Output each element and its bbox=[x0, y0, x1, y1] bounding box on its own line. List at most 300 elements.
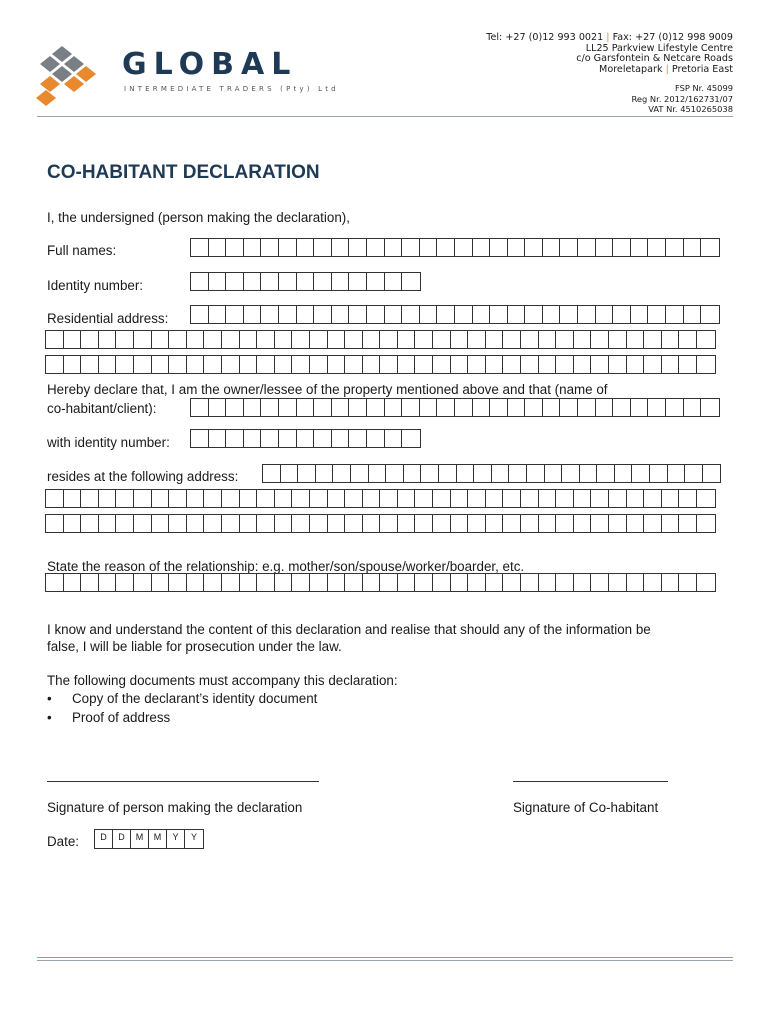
character-box[interactable] bbox=[539, 331, 557, 348]
character-box[interactable] bbox=[81, 574, 99, 591]
character-box[interactable] bbox=[209, 306, 227, 323]
character-box[interactable] bbox=[591, 515, 609, 532]
character-box[interactable] bbox=[380, 574, 398, 591]
character-box[interactable] bbox=[398, 574, 416, 591]
character-box[interactable] bbox=[701, 399, 719, 416]
character-box[interactable] bbox=[404, 465, 422, 482]
character-box[interactable] bbox=[562, 465, 580, 482]
character-box[interactable] bbox=[261, 239, 279, 256]
character-box[interactable] bbox=[580, 465, 598, 482]
character-box[interactable] bbox=[539, 490, 557, 507]
character-box[interactable] bbox=[363, 356, 381, 373]
character-box[interactable] bbox=[204, 574, 222, 591]
character-box[interactable] bbox=[385, 306, 403, 323]
character-box[interactable] bbox=[240, 490, 258, 507]
date-cell[interactable]: M bbox=[131, 830, 149, 848]
character-box[interactable] bbox=[468, 356, 486, 373]
character-box[interactable] bbox=[345, 331, 363, 348]
character-box[interactable] bbox=[275, 356, 293, 373]
character-box[interactable] bbox=[609, 356, 627, 373]
character-box[interactable] bbox=[222, 574, 240, 591]
character-box[interactable] bbox=[314, 430, 332, 447]
character-box[interactable] bbox=[316, 465, 334, 482]
character-box[interactable] bbox=[644, 490, 662, 507]
character-box[interactable] bbox=[679, 356, 697, 373]
character-box[interactable] bbox=[64, 515, 82, 532]
character-box[interactable] bbox=[152, 356, 170, 373]
character-box[interactable] bbox=[648, 306, 666, 323]
character-box[interactable] bbox=[415, 331, 433, 348]
character-box[interactable] bbox=[345, 515, 363, 532]
character-box[interactable] bbox=[99, 515, 117, 532]
character-box[interactable] bbox=[191, 273, 209, 290]
character-box[interactable] bbox=[349, 306, 367, 323]
character-box[interactable] bbox=[369, 465, 387, 482]
character-box[interactable] bbox=[351, 465, 369, 482]
character-box[interactable] bbox=[662, 331, 680, 348]
character-box[interactable] bbox=[244, 399, 262, 416]
character-box[interactable] bbox=[648, 399, 666, 416]
character-box[interactable] bbox=[697, 331, 715, 348]
character-box[interactable] bbox=[613, 399, 631, 416]
character-box[interactable] bbox=[240, 515, 258, 532]
date-field[interactable] bbox=[94, 829, 204, 849]
character-box[interactable] bbox=[627, 515, 645, 532]
character-box[interactable] bbox=[363, 490, 381, 507]
character-box[interactable] bbox=[279, 273, 297, 290]
character-box[interactable] bbox=[380, 490, 398, 507]
character-box[interactable] bbox=[486, 490, 504, 507]
character-box[interactable] bbox=[433, 574, 451, 591]
character-box[interactable] bbox=[226, 306, 244, 323]
character-box[interactable] bbox=[679, 574, 697, 591]
character-box[interactable] bbox=[503, 574, 521, 591]
character-box[interactable] bbox=[574, 515, 592, 532]
character-box[interactable] bbox=[684, 306, 702, 323]
character-box[interactable] bbox=[556, 490, 574, 507]
character-box[interactable] bbox=[257, 490, 275, 507]
character-box[interactable] bbox=[310, 490, 328, 507]
character-box[interactable] bbox=[332, 399, 350, 416]
character-box[interactable] bbox=[591, 490, 609, 507]
character-box[interactable] bbox=[697, 356, 715, 373]
character-box[interactable] bbox=[415, 515, 433, 532]
character-box[interactable] bbox=[521, 574, 539, 591]
character-box[interactable] bbox=[257, 356, 275, 373]
character-box[interactable] bbox=[468, 490, 486, 507]
character-box[interactable] bbox=[279, 430, 297, 447]
character-box[interactable] bbox=[508, 399, 526, 416]
character-box[interactable] bbox=[385, 273, 403, 290]
cohabitant-name-field[interactable] bbox=[190, 398, 720, 417]
character-box[interactable] bbox=[433, 356, 451, 373]
character-box[interactable] bbox=[451, 331, 469, 348]
character-box[interactable] bbox=[328, 574, 346, 591]
character-box[interactable] bbox=[261, 273, 279, 290]
character-box[interactable] bbox=[420, 239, 438, 256]
character-box[interactable] bbox=[398, 356, 416, 373]
character-box[interactable] bbox=[116, 490, 134, 507]
character-box[interactable] bbox=[244, 273, 262, 290]
character-box[interactable] bbox=[574, 490, 592, 507]
character-box[interactable] bbox=[666, 399, 684, 416]
cohabitant-signature-line[interactable] bbox=[513, 781, 668, 782]
character-box[interactable] bbox=[437, 306, 455, 323]
character-box[interactable] bbox=[81, 356, 99, 373]
character-box[interactable] bbox=[99, 356, 117, 373]
character-box[interactable] bbox=[644, 356, 662, 373]
character-box[interactable] bbox=[455, 239, 473, 256]
character-box[interactable] bbox=[116, 515, 134, 532]
character-box[interactable] bbox=[191, 306, 209, 323]
character-box[interactable] bbox=[204, 515, 222, 532]
character-box[interactable] bbox=[701, 239, 719, 256]
residential-address-field-3[interactable] bbox=[45, 355, 716, 374]
character-box[interactable] bbox=[521, 356, 539, 373]
character-box[interactable] bbox=[222, 490, 240, 507]
character-box[interactable] bbox=[451, 356, 469, 373]
character-box[interactable] bbox=[349, 399, 367, 416]
character-box[interactable] bbox=[279, 399, 297, 416]
character-box[interactable] bbox=[402, 306, 420, 323]
character-box[interactable] bbox=[627, 331, 645, 348]
character-box[interactable] bbox=[363, 331, 381, 348]
character-box[interactable] bbox=[367, 273, 385, 290]
character-box[interactable] bbox=[596, 239, 614, 256]
cohabitant-address-field-1[interactable] bbox=[262, 464, 721, 483]
character-box[interactable] bbox=[279, 306, 297, 323]
character-box[interactable] bbox=[473, 399, 491, 416]
character-box[interactable] bbox=[578, 306, 596, 323]
character-box[interactable] bbox=[539, 574, 557, 591]
character-box[interactable] bbox=[240, 331, 258, 348]
full-names-field[interactable] bbox=[190, 238, 720, 257]
character-box[interactable] bbox=[492, 465, 510, 482]
character-box[interactable] bbox=[292, 515, 310, 532]
character-box[interactable] bbox=[421, 465, 439, 482]
cohabitant-id-field[interactable] bbox=[190, 429, 421, 448]
character-box[interactable] bbox=[99, 490, 117, 507]
character-box[interactable] bbox=[631, 306, 649, 323]
character-box[interactable] bbox=[134, 490, 152, 507]
character-box[interactable] bbox=[556, 515, 574, 532]
character-box[interactable] bbox=[240, 356, 258, 373]
character-box[interactable] bbox=[257, 331, 275, 348]
character-box[interactable] bbox=[46, 356, 64, 373]
character-box[interactable] bbox=[631, 239, 649, 256]
character-box[interactable] bbox=[349, 273, 367, 290]
character-box[interactable] bbox=[292, 331, 310, 348]
character-box[interactable] bbox=[310, 356, 328, 373]
character-box[interactable] bbox=[152, 574, 170, 591]
character-box[interactable] bbox=[668, 465, 686, 482]
character-box[interactable] bbox=[473, 239, 491, 256]
character-box[interactable] bbox=[333, 465, 351, 482]
character-box[interactable] bbox=[46, 515, 64, 532]
character-box[interactable] bbox=[613, 239, 631, 256]
character-box[interactable] bbox=[527, 465, 545, 482]
character-box[interactable] bbox=[281, 465, 299, 482]
character-box[interactable] bbox=[204, 331, 222, 348]
character-box[interactable] bbox=[451, 574, 469, 591]
character-box[interactable] bbox=[697, 490, 715, 507]
residential-address-field-1[interactable] bbox=[190, 305, 720, 324]
character-box[interactable] bbox=[679, 331, 697, 348]
character-box[interactable] bbox=[662, 490, 680, 507]
character-box[interactable] bbox=[486, 331, 504, 348]
relationship-field[interactable] bbox=[45, 573, 716, 592]
character-box[interactable] bbox=[64, 490, 82, 507]
character-box[interactable] bbox=[503, 490, 521, 507]
character-box[interactable] bbox=[521, 490, 539, 507]
character-box[interactable] bbox=[578, 239, 596, 256]
character-box[interactable] bbox=[367, 306, 385, 323]
character-box[interactable] bbox=[116, 574, 134, 591]
character-box[interactable] bbox=[292, 574, 310, 591]
character-box[interactable] bbox=[328, 515, 346, 532]
character-box[interactable] bbox=[187, 331, 205, 348]
character-box[interactable] bbox=[632, 465, 650, 482]
date-cell[interactable]: D bbox=[113, 830, 131, 848]
character-box[interactable] bbox=[261, 306, 279, 323]
character-box[interactable] bbox=[697, 515, 715, 532]
character-box[interactable] bbox=[332, 306, 350, 323]
character-box[interactable] bbox=[560, 399, 578, 416]
character-box[interactable] bbox=[591, 574, 609, 591]
character-box[interactable] bbox=[503, 331, 521, 348]
character-box[interactable] bbox=[596, 399, 614, 416]
identity-number-field[interactable] bbox=[190, 272, 421, 291]
character-box[interactable] bbox=[627, 574, 645, 591]
character-box[interactable] bbox=[574, 574, 592, 591]
character-box[interactable] bbox=[134, 331, 152, 348]
character-box[interactable] bbox=[257, 574, 275, 591]
character-box[interactable] bbox=[666, 239, 684, 256]
character-box[interactable] bbox=[468, 515, 486, 532]
character-box[interactable] bbox=[543, 399, 561, 416]
date-cell[interactable]: Y bbox=[167, 830, 185, 848]
character-box[interactable] bbox=[209, 430, 227, 447]
character-box[interactable] bbox=[81, 490, 99, 507]
character-box[interactable] bbox=[298, 465, 316, 482]
character-box[interactable] bbox=[627, 490, 645, 507]
character-box[interactable] bbox=[398, 515, 416, 532]
character-box[interactable] bbox=[415, 574, 433, 591]
character-box[interactable] bbox=[244, 430, 262, 447]
character-box[interactable] bbox=[684, 239, 702, 256]
character-box[interactable] bbox=[257, 515, 275, 532]
date-cell[interactable]: D bbox=[95, 830, 113, 848]
character-box[interactable] bbox=[99, 574, 117, 591]
character-box[interactable] bbox=[398, 490, 416, 507]
character-box[interactable] bbox=[697, 574, 715, 591]
character-box[interactable] bbox=[615, 465, 633, 482]
character-box[interactable] bbox=[420, 306, 438, 323]
character-box[interactable] bbox=[539, 515, 557, 532]
character-box[interactable] bbox=[134, 515, 152, 532]
character-box[interactable] bbox=[574, 331, 592, 348]
character-box[interactable] bbox=[116, 331, 134, 348]
character-box[interactable] bbox=[226, 430, 244, 447]
character-box[interactable] bbox=[490, 306, 508, 323]
character-box[interactable] bbox=[314, 273, 332, 290]
character-box[interactable] bbox=[503, 356, 521, 373]
character-box[interactable] bbox=[433, 490, 451, 507]
character-box[interactable] bbox=[363, 515, 381, 532]
character-box[interactable] bbox=[596, 306, 614, 323]
character-box[interactable] bbox=[349, 430, 367, 447]
character-box[interactable] bbox=[679, 490, 697, 507]
character-box[interactable] bbox=[468, 331, 486, 348]
character-box[interactable] bbox=[226, 399, 244, 416]
character-box[interactable] bbox=[244, 306, 262, 323]
character-box[interactable] bbox=[310, 331, 328, 348]
character-box[interactable] bbox=[648, 239, 666, 256]
character-box[interactable] bbox=[261, 430, 279, 447]
character-box[interactable] bbox=[455, 306, 473, 323]
character-box[interactable] bbox=[380, 356, 398, 373]
character-box[interactable] bbox=[64, 331, 82, 348]
declarant-signature-line[interactable] bbox=[47, 781, 319, 782]
character-box[interactable] bbox=[345, 490, 363, 507]
character-box[interactable] bbox=[539, 356, 557, 373]
character-box[interactable] bbox=[545, 465, 563, 482]
character-box[interactable] bbox=[609, 331, 627, 348]
character-box[interactable] bbox=[644, 331, 662, 348]
character-box[interactable] bbox=[46, 331, 64, 348]
character-box[interactable] bbox=[433, 331, 451, 348]
character-box[interactable] bbox=[574, 356, 592, 373]
character-box[interactable] bbox=[314, 306, 332, 323]
character-box[interactable] bbox=[332, 430, 350, 447]
character-box[interactable] bbox=[310, 574, 328, 591]
character-box[interactable] bbox=[275, 331, 293, 348]
character-box[interactable] bbox=[521, 515, 539, 532]
character-box[interactable] bbox=[169, 331, 187, 348]
character-box[interactable] bbox=[439, 465, 457, 482]
character-box[interactable] bbox=[279, 239, 297, 256]
character-box[interactable] bbox=[415, 490, 433, 507]
character-box[interactable] bbox=[650, 465, 668, 482]
character-box[interactable] bbox=[209, 399, 227, 416]
character-box[interactable] bbox=[402, 273, 420, 290]
character-box[interactable] bbox=[367, 239, 385, 256]
character-box[interactable] bbox=[209, 273, 227, 290]
character-box[interactable] bbox=[314, 399, 332, 416]
character-box[interactable] bbox=[402, 239, 420, 256]
character-box[interactable] bbox=[297, 306, 315, 323]
character-box[interactable] bbox=[152, 515, 170, 532]
character-box[interactable] bbox=[437, 239, 455, 256]
character-box[interactable] bbox=[627, 356, 645, 373]
character-box[interactable] bbox=[297, 399, 315, 416]
date-cell[interactable]: Y bbox=[190, 832, 197, 842]
character-box[interactable] bbox=[490, 399, 508, 416]
character-box[interactable] bbox=[451, 515, 469, 532]
character-box[interactable] bbox=[99, 331, 117, 348]
residential-address-field-2[interactable] bbox=[45, 330, 716, 349]
character-box[interactable] bbox=[328, 490, 346, 507]
character-box[interactable] bbox=[169, 574, 187, 591]
character-box[interactable] bbox=[644, 574, 662, 591]
character-box[interactable] bbox=[332, 239, 350, 256]
character-box[interactable] bbox=[187, 574, 205, 591]
character-box[interactable] bbox=[591, 331, 609, 348]
character-box[interactable] bbox=[222, 515, 240, 532]
character-box[interactable] bbox=[380, 331, 398, 348]
character-box[interactable] bbox=[169, 490, 187, 507]
character-box[interactable] bbox=[473, 306, 491, 323]
character-box[interactable] bbox=[662, 356, 680, 373]
character-box[interactable] bbox=[363, 574, 381, 591]
character-box[interactable] bbox=[609, 515, 627, 532]
character-box[interactable] bbox=[508, 239, 526, 256]
character-box[interactable] bbox=[556, 574, 574, 591]
cohabitant-address-field-3[interactable] bbox=[45, 514, 716, 533]
character-box[interactable] bbox=[244, 239, 262, 256]
character-box[interactable] bbox=[134, 356, 152, 373]
character-box[interactable] bbox=[437, 399, 455, 416]
date-cell[interactable]: M bbox=[149, 830, 167, 848]
character-box[interactable] bbox=[191, 399, 209, 416]
character-box[interactable] bbox=[380, 515, 398, 532]
character-box[interactable] bbox=[703, 465, 721, 482]
character-box[interactable] bbox=[222, 331, 240, 348]
character-box[interactable] bbox=[415, 356, 433, 373]
character-box[interactable] bbox=[345, 356, 363, 373]
character-box[interactable] bbox=[204, 356, 222, 373]
character-box[interactable] bbox=[226, 239, 244, 256]
character-box[interactable] bbox=[367, 399, 385, 416]
character-box[interactable] bbox=[451, 490, 469, 507]
character-box[interactable] bbox=[679, 515, 697, 532]
character-box[interactable] bbox=[509, 465, 527, 482]
character-box[interactable] bbox=[297, 430, 315, 447]
character-box[interactable] bbox=[385, 239, 403, 256]
character-box[interactable] bbox=[490, 239, 508, 256]
character-box[interactable] bbox=[204, 490, 222, 507]
character-box[interactable] bbox=[152, 490, 170, 507]
character-box[interactable] bbox=[666, 306, 684, 323]
character-box[interactable] bbox=[578, 399, 596, 416]
character-box[interactable] bbox=[169, 356, 187, 373]
character-box[interactable] bbox=[662, 574, 680, 591]
character-box[interactable] bbox=[560, 239, 578, 256]
character-box[interactable] bbox=[597, 465, 615, 482]
character-box[interactable] bbox=[116, 356, 134, 373]
character-box[interactable] bbox=[275, 515, 293, 532]
character-box[interactable] bbox=[591, 356, 609, 373]
character-box[interactable] bbox=[345, 574, 363, 591]
character-box[interactable] bbox=[226, 273, 244, 290]
character-box[interactable] bbox=[556, 356, 574, 373]
character-box[interactable] bbox=[556, 331, 574, 348]
character-box[interactable] bbox=[609, 490, 627, 507]
character-box[interactable] bbox=[486, 356, 504, 373]
character-box[interactable] bbox=[191, 430, 209, 447]
character-box[interactable] bbox=[134, 574, 152, 591]
character-box[interactable] bbox=[297, 239, 315, 256]
character-box[interactable] bbox=[420, 399, 438, 416]
character-box[interactable] bbox=[543, 306, 561, 323]
character-box[interactable] bbox=[191, 239, 209, 256]
character-box[interactable] bbox=[169, 515, 187, 532]
character-box[interactable] bbox=[644, 515, 662, 532]
character-box[interactable] bbox=[684, 399, 702, 416]
character-box[interactable] bbox=[222, 356, 240, 373]
character-box[interactable] bbox=[328, 356, 346, 373]
character-box[interactable] bbox=[332, 273, 350, 290]
